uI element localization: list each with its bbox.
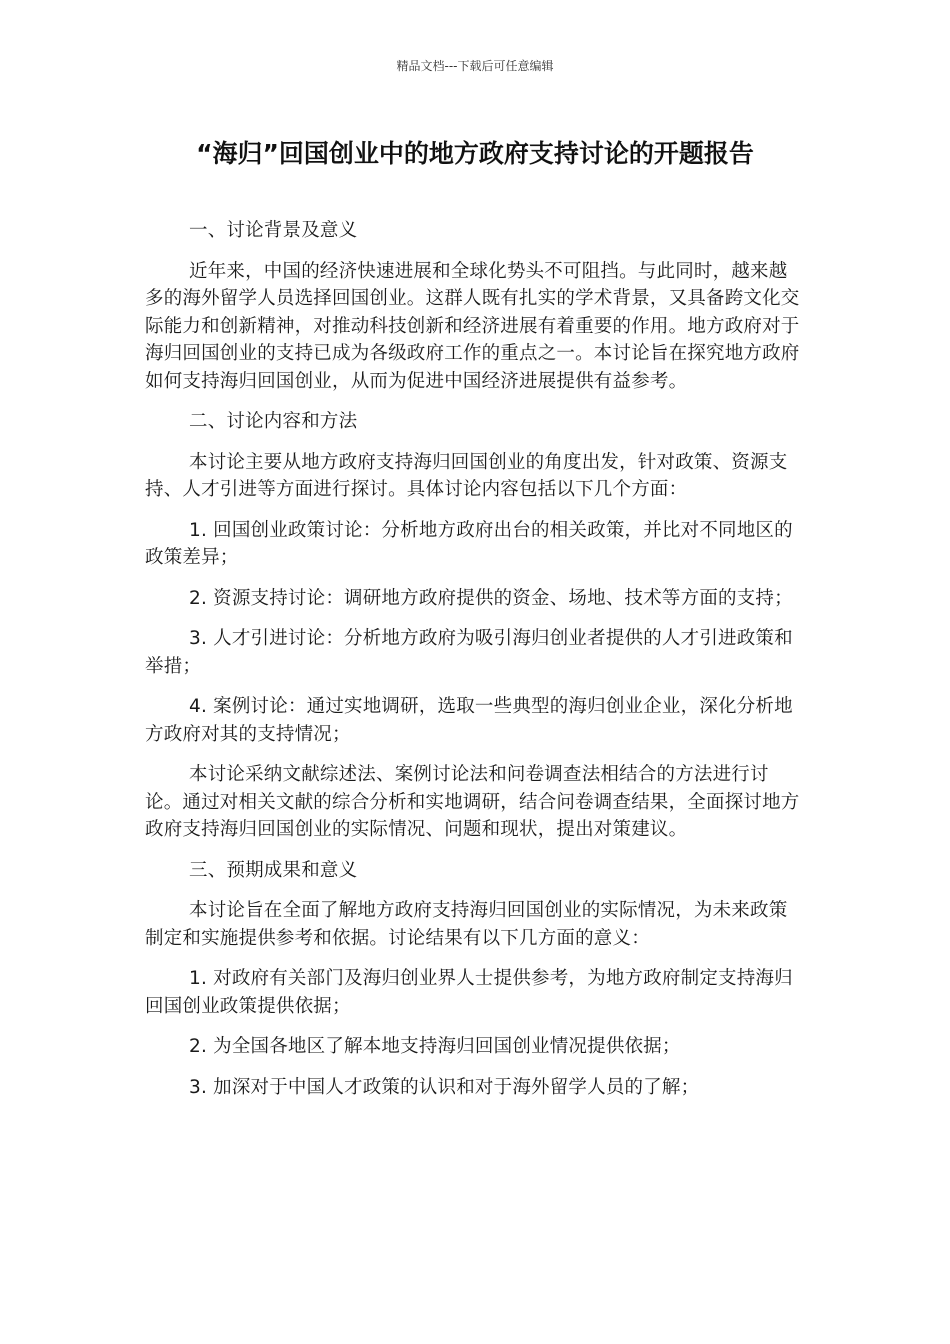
document-body [145, 217, 805, 1114]
section-heading-outcomes: 三、预期成果和意义 [189, 859, 358, 881]
section-heading-content-method: 二、讨论内容和方法 [189, 411, 358, 432]
list-item-talent: 3. 人才引进讨论：分析地方政府为吸引海归创业者提供的人才引进政策和举措； [145, 628, 793, 677]
paragraph-background: 近年来，中国的经济快速进展和全球化势头不可阻挡。与此同时，越来越多的海外留学人员选择回国创业。这群人既有扎实的学术背景，又具备跨文化交际能力和创新精神，对推动科技创新和经济进展有着重要的作用。地方政府对于海归回国创业的支持已成为各级政府工作的重点之一。本讨论旨在探究地方政府如何支持海归回国创业，从而为促进中国经济进展提供有益参考。 [145, 260, 800, 392]
paragraph-content-intro: 本讨论主要从地方政府支持海归回国创业的角度出发，针对政策、资源支持、人才引进等方面进行探讨。具体讨论内容包括以下几个方面： [145, 451, 788, 500]
list-item-outcome-3: 3. 加深对于中国人才政策的认识和对于海外留学人员的了解； [189, 1076, 700, 1098]
list-item-policy: 1. 回国创业政策讨论：分析地方政府出台的相关政策，并比对不同地区的政策差异； [145, 519, 793, 568]
list-item-resources: 2. 资源支持讨论：调研地方政府提供的资金、场地、技术等方面的支持； [189, 587, 793, 609]
list-item-case-study: 4. 案例讨论：通过实地调研，选取一些典型的海归创业企业，深化分析地方政府对其的支持情况； [145, 696, 793, 745]
header-note: 精品文档---下载后可任意编辑 [396, 59, 554, 73]
paragraph-outcomes-intro: 本讨论旨在全面了解地方政府支持海归回国创业的实际情况，为未来政策制定和实施提供参考和依据。讨论结果有以下几方面的意义： [145, 900, 788, 949]
section-heading-background: 一、讨论背景及意义 [189, 220, 358, 241]
document-title: “海归”回国创业中的地方政府支持讨论的开题报告 [196, 139, 754, 168]
list-item-outcome-1: 1. 对政府有关部门及海归创业界人士提供参考，为地方政府制定支持海归回国创业政策提供依据； [145, 968, 793, 1017]
paragraph-methodology: 本讨论采纳文献综述法、案例讨论法和问卷调查法相结合的方法进行讨论。通过对相关文献的综合分析和实地调研，结合问卷调查结果，全面探讨地方政府支持海归回国创业的实际情况、问题和现状，提出对策建议。 [145, 764, 800, 840]
list-item-outcome-2: 2. 为全国各地区了解本地支持海归回国创业情况提供依据； [189, 1036, 681, 1057]
